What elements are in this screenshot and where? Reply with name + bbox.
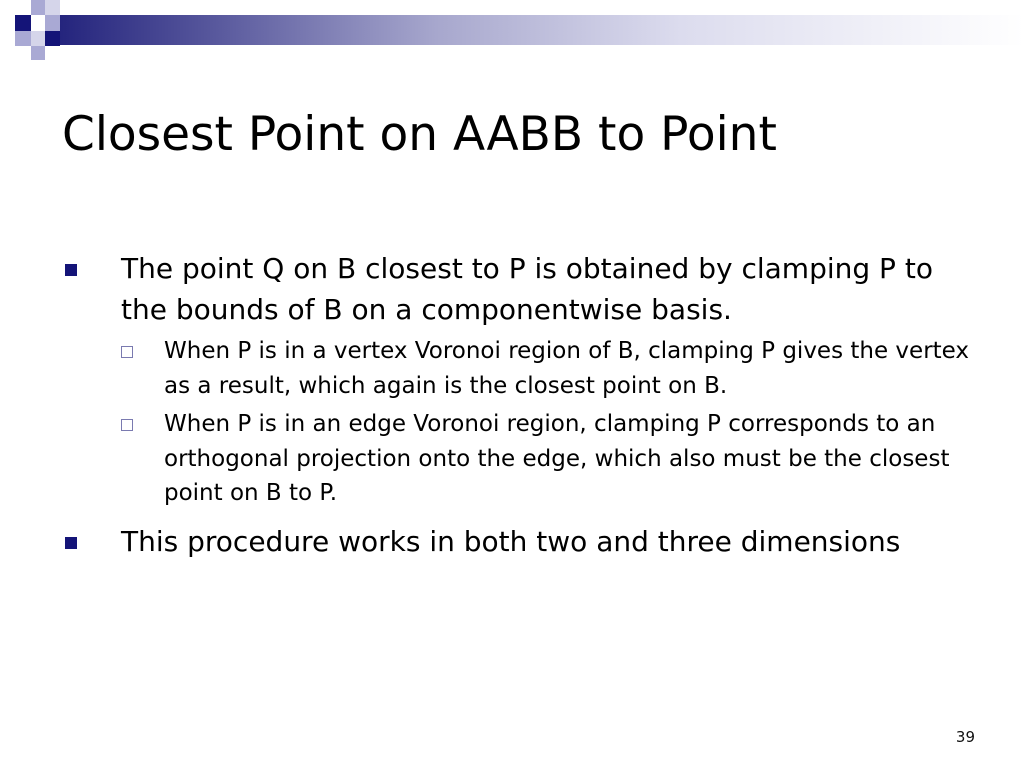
header-gradient-bar — [44, 15, 1024, 45]
page-number: 39 — [955, 728, 975, 746]
decor-square — [15, 15, 31, 31]
sub-bullet-text: When P is in an edge Voronoi region, clamping P corresponds to an orthogonal projection onto the edge, which also must be the closest point on B to P. — [164, 411, 950, 506]
slide-title: Closest Point on AABB to Point — [62, 107, 777, 162]
decor-square — [45, 31, 60, 46]
sub-bullet-item — [121, 334, 982, 403]
decor-square — [31, 15, 45, 31]
decor-square — [45, 0, 60, 15]
sub-bullet-item — [121, 407, 982, 511]
bullet-item — [62, 248, 982, 511]
square-bullet-icon — [65, 537, 77, 549]
decor-square — [31, 31, 45, 46]
decor-square — [45, 15, 60, 31]
decor-square — [31, 0, 45, 15]
sub-bullet-text: When P is in a vertex Voronoi region of B, clamping P gives the vertex as a result, which again is the closest point on B. — [164, 338, 970, 399]
bullet-list — [62, 248, 982, 562]
bullet-item — [62, 521, 982, 562]
header-decoration — [0, 0, 1024, 60]
hollow-square-bullet-icon — [121, 346, 133, 358]
hollow-square-bullet-icon — [121, 419, 133, 431]
square-bullet-icon — [65, 264, 77, 276]
bullet-text: This procedure works in both two and three dimensions — [121, 524, 901, 558]
sub-bullet-list — [121, 334, 982, 511]
bullet-text: The point Q on B closest to P is obtained by clamping P to the bounds of B on a componentwise basis. — [121, 252, 933, 326]
decor-square — [31, 46, 45, 60]
decor-square — [15, 31, 31, 46]
